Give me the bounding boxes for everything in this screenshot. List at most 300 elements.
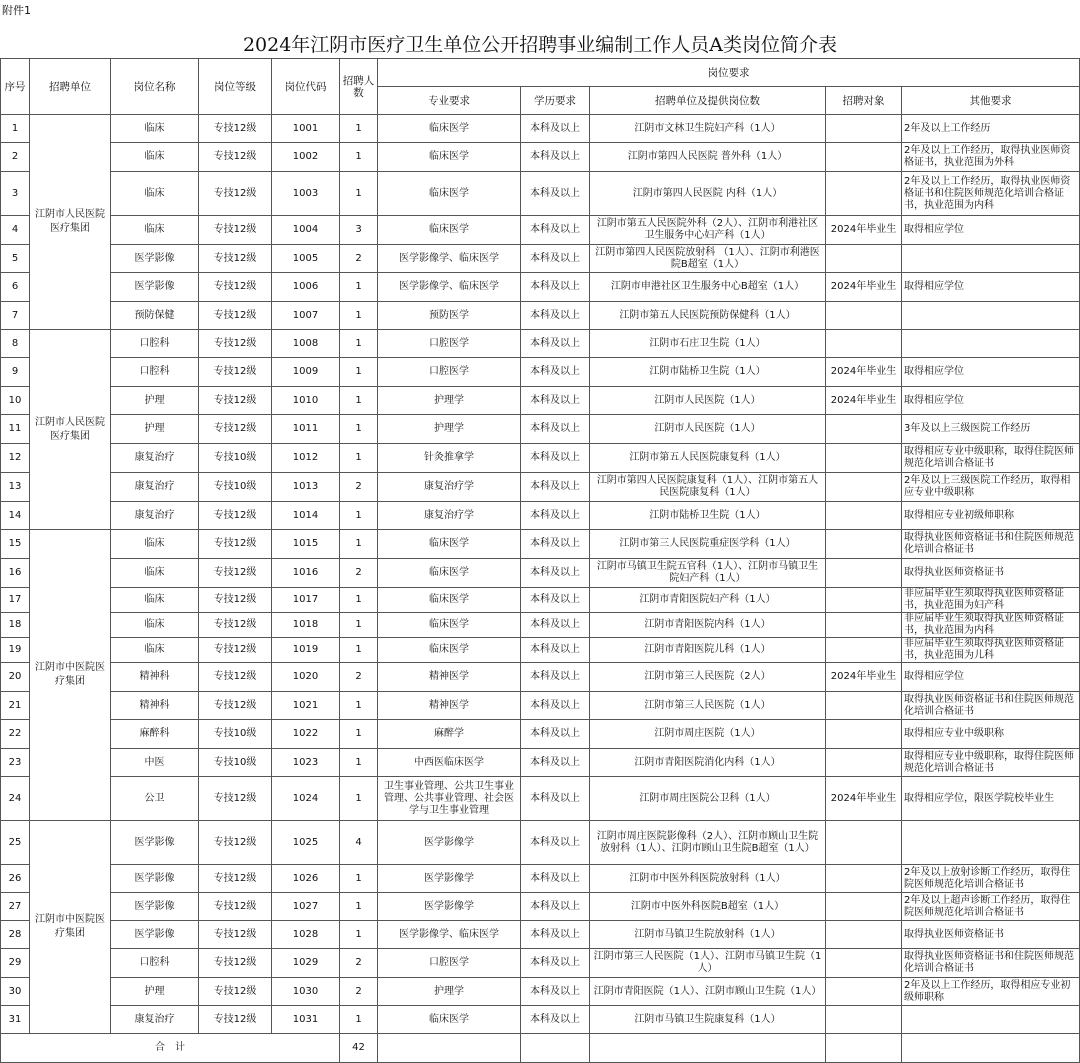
cell-other: 取得相应学位	[902, 273, 1080, 302]
cell-education: 本科及以上	[521, 415, 590, 444]
cell-target: 2024年毕业生	[826, 663, 902, 692]
table-row	[1, 387, 1080, 415]
cell-seq: 26	[1, 865, 30, 893]
cell-code: 1019	[272, 638, 340, 663]
table-row	[1, 777, 1080, 821]
cell-other: 非应届毕业生须取得执业医师资格证书，执业范围为妇产科	[902, 588, 1080, 613]
cell-education: 本科及以上	[521, 302, 590, 330]
cell-target: 2024年毕业生	[826, 358, 902, 387]
cell-major: 医学影像学	[378, 893, 521, 921]
cell-code: 1024	[272, 777, 340, 821]
cell-code: 1017	[272, 588, 340, 613]
cell-other: 取得相应专业初级师职称	[902, 502, 1080, 530]
cell-education: 本科及以上	[521, 692, 590, 720]
cell-post-name: 临床	[111, 530, 199, 559]
cell-major: 临床医学	[378, 1006, 521, 1034]
cell-other: 2年及以上超声诊断工作经历，取得住院医师规范化培训合格证书	[902, 893, 1080, 921]
cell-major: 临床医学	[378, 143, 521, 172]
cell-code: 1001	[272, 115, 340, 143]
cell-count: 1	[340, 530, 378, 559]
cell-level: 专技12级	[199, 559, 272, 588]
cell-target: 2024年毕业生	[826, 387, 902, 415]
cell-level: 专技12级	[199, 245, 272, 273]
cell-level: 专技12级	[199, 330, 272, 358]
cell-code: 1007	[272, 302, 340, 330]
cell-major: 康复治疗学	[378, 502, 521, 530]
cell-unit: 江阴市人民医院医疗集团	[30, 115, 111, 330]
cell-code: 1002	[272, 143, 340, 172]
table-row	[1, 1006, 1080, 1034]
total-label: 合 计	[1, 1034, 340, 1063]
cell-other: 2年及以上放射诊断工作经历，取得住院医师规范化培训合格证书	[902, 865, 1080, 893]
cell-major: 口腔医学	[378, 358, 521, 387]
cell-unit-post: 江阴市文林卫生院妇产科（1人）	[590, 115, 826, 143]
cell-count: 1	[340, 444, 378, 473]
cell-education: 本科及以上	[521, 444, 590, 473]
table-row	[1, 638, 1080, 663]
cell-target	[826, 949, 902, 978]
annex-label: 附件1	[2, 4, 31, 17]
cell-seq: 18	[1, 613, 30, 638]
header-other: 其他要求	[902, 87, 1080, 115]
cell-count: 1	[340, 720, 378, 749]
cell-count: 2	[340, 978, 378, 1006]
cell-target	[826, 559, 902, 588]
table-row	[1, 692, 1080, 720]
cell-unit-post: 江阴市马镇卫生院康复科（1人）	[590, 1006, 826, 1034]
cell-unit: 江阴市中医院医疗集团	[30, 821, 111, 1034]
cell-other: 取得相应学位，限医学院校毕业生	[902, 777, 1080, 821]
cell-education: 本科及以上	[521, 821, 590, 865]
cell-education: 本科及以上	[521, 559, 590, 588]
cell-other: 2年及以上工作经历，取得执业医师资格证书，执业范围为外科	[902, 143, 1080, 172]
cell-code: 1025	[272, 821, 340, 865]
cell-other: 取得相应学位	[902, 663, 1080, 692]
table-row	[1, 502, 1080, 530]
cell-major: 中西医临床医学	[378, 749, 521, 777]
total-empty-cell	[590, 1034, 826, 1063]
cell-major: 临床医学	[378, 530, 521, 559]
table-row	[1, 415, 1080, 444]
cell-count: 1	[340, 1006, 378, 1034]
cell-unit-post: 江阴市第四人民医院 内科（1人）	[590, 172, 826, 216]
cell-code: 1005	[272, 245, 340, 273]
total-empty-cell	[521, 1034, 590, 1063]
cell-target	[826, 692, 902, 720]
cell-code: 1020	[272, 663, 340, 692]
cell-post-name: 护理	[111, 415, 199, 444]
cell-seq: 27	[1, 893, 30, 921]
cell-unit-post: 江阴市第五人民医院康复科（1人）	[590, 444, 826, 473]
cell-level: 专技12级	[199, 387, 272, 415]
cell-unit-post: 江阴市马镇卫生院五官科（1人）、江阴市马镇卫生院妇产科（1人）	[590, 559, 826, 588]
cell-major: 医学影像学、临床医学	[378, 245, 521, 273]
cell-post-name: 精神科	[111, 663, 199, 692]
cell-unit-post: 江阴市周庄医院公卫科（1人）	[590, 777, 826, 821]
cell-code: 1004	[272, 216, 340, 245]
cell-seq: 3	[1, 172, 30, 216]
cell-target	[826, 821, 902, 865]
cell-post-name: 临床	[111, 638, 199, 663]
cell-target	[826, 302, 902, 330]
cell-unit-post: 江阴市第五人民医院外科（2人）、江阴市利港社区卫生服务中心妇产科（1人）	[590, 216, 826, 245]
cell-code: 1028	[272, 921, 340, 949]
cell-code: 1015	[272, 530, 340, 559]
cell-other: 取得执业医师资格证书和住院医师规范化培训合格证书	[902, 949, 1080, 978]
cell-unit-post: 江阴市人民医院（1人）	[590, 415, 826, 444]
cell-seq: 21	[1, 692, 30, 720]
cell-post-name: 预防保健	[111, 302, 199, 330]
cell-post-name: 临床	[111, 115, 199, 143]
table-row	[1, 921, 1080, 949]
cell-count: 1	[340, 865, 378, 893]
header-requirements: 岗位要求	[378, 59, 1080, 87]
cell-target	[826, 921, 902, 949]
cell-unit-post: 江阴市中医外科医院放射科（1人）	[590, 865, 826, 893]
cell-education: 本科及以上	[521, 387, 590, 415]
cell-other: 非应届毕业生须取得执业医师资格证书，执业范围为儿科	[902, 638, 1080, 663]
cell-seq: 5	[1, 245, 30, 273]
cell-education: 本科及以上	[521, 638, 590, 663]
cell-unit-post: 江阴市马镇卫生院放射科（1人）	[590, 921, 826, 949]
table-row	[1, 559, 1080, 588]
cell-major: 医学影像学、临床医学	[378, 273, 521, 302]
cell-code: 1012	[272, 444, 340, 473]
cell-level: 专技12级	[199, 613, 272, 638]
cell-level: 专技12级	[199, 172, 272, 216]
cell-level: 专技12级	[199, 893, 272, 921]
cell-seq: 19	[1, 638, 30, 663]
cell-unit-post: 江阴市第三人民医院重症医学科（1人）	[590, 530, 826, 559]
cell-count: 1	[340, 387, 378, 415]
cell-count: 2	[340, 559, 378, 588]
cell-major: 临床医学	[378, 559, 521, 588]
cell-level: 专技10级	[199, 473, 272, 502]
cell-education: 本科及以上	[521, 330, 590, 358]
cell-other: 取得相应学位	[902, 358, 1080, 387]
cell-post-name: 医学影像	[111, 821, 199, 865]
cell-level: 专技12级	[199, 415, 272, 444]
cell-target	[826, 978, 902, 1006]
cell-count: 1	[340, 749, 378, 777]
table-row	[1, 893, 1080, 921]
cell-count: 1	[340, 115, 378, 143]
cell-unit-post: 江阴市周庄医院（1人）	[590, 720, 826, 749]
cell-major: 护理学	[378, 415, 521, 444]
cell-unit-post: 江阴市石庄卫生院（1人）	[590, 330, 826, 358]
cell-code: 1029	[272, 949, 340, 978]
cell-seq: 1	[1, 115, 30, 143]
cell-unit-post: 江阴市中医外科医院B超室（1人）	[590, 893, 826, 921]
cell-education: 本科及以上	[521, 473, 590, 502]
table-row	[1, 720, 1080, 749]
cell-post-name: 医学影像	[111, 865, 199, 893]
cell-education: 本科及以上	[521, 245, 590, 273]
cell-other: 取得执业医师资格证书和住院医师规范化培训合格证书	[902, 530, 1080, 559]
cell-code: 1030	[272, 978, 340, 1006]
cell-code: 1018	[272, 613, 340, 638]
cell-count: 1	[340, 502, 378, 530]
cell-other: 取得相应专业中级职称，取得住院医师规范化培训合格证书	[902, 749, 1080, 777]
cell-level: 专技12级	[199, 273, 272, 302]
cell-level: 专技12级	[199, 530, 272, 559]
table-row	[1, 749, 1080, 777]
cell-target	[826, 530, 902, 559]
header-count: 招聘人数	[340, 59, 378, 115]
cell-seq: 2	[1, 143, 30, 172]
cell-major: 临床医学	[378, 172, 521, 216]
cell-unit-post: 江阴市第四人民医院 普外科（1人）	[590, 143, 826, 172]
cell-target	[826, 613, 902, 638]
cell-unit: 江阴市中医院医疗集团	[30, 530, 111, 821]
table-row	[1, 865, 1080, 893]
cell-count: 1	[340, 893, 378, 921]
table-row	[1, 949, 1080, 978]
cell-code: 1003	[272, 172, 340, 216]
cell-target	[826, 245, 902, 273]
cell-other	[902, 821, 1080, 865]
cell-code: 1026	[272, 865, 340, 893]
cell-post-name: 康复治疗	[111, 502, 199, 530]
cell-other	[902, 330, 1080, 358]
cell-education: 本科及以上	[521, 777, 590, 821]
cell-level: 专技12级	[199, 638, 272, 663]
cell-count: 2	[340, 663, 378, 692]
cell-level: 专技12级	[199, 502, 272, 530]
cell-code: 1011	[272, 415, 340, 444]
cell-major: 卫生事业管理、公共卫生事业管理、公共事业管理、社会医学与卫生事业管理	[378, 777, 521, 821]
cell-other: 取得相应学位	[902, 387, 1080, 415]
cell-education: 本科及以上	[521, 893, 590, 921]
cell-unit-post: 江阴市青阳医院（1人）、江阴市顾山卫生院（1人）	[590, 978, 826, 1006]
header-unit-post: 招聘单位及提供岗位数	[590, 87, 826, 115]
cell-education: 本科及以上	[521, 273, 590, 302]
cell-seq: 17	[1, 588, 30, 613]
cell-count: 1	[340, 692, 378, 720]
cell-target: 2024年毕业生	[826, 216, 902, 245]
cell-code: 1014	[272, 502, 340, 530]
cell-seq: 8	[1, 330, 30, 358]
cell-other: 取得相应专业中级职称	[902, 720, 1080, 749]
cell-other	[902, 245, 1080, 273]
cell-major: 精神医学	[378, 692, 521, 720]
header-code: 岗位代码	[272, 59, 340, 115]
cell-post-name: 临床	[111, 559, 199, 588]
cell-post-name: 康复治疗	[111, 444, 199, 473]
cell-other: 取得执业医师资格证书	[902, 559, 1080, 588]
cell-seq: 25	[1, 821, 30, 865]
cell-other: 取得执业医师资格证书	[902, 921, 1080, 949]
cell-post-name: 护理	[111, 387, 199, 415]
cell-unit-post: 江阴市人民医院（1人）	[590, 387, 826, 415]
cell-target	[826, 749, 902, 777]
cell-post-name: 临床	[111, 613, 199, 638]
table-row	[1, 216, 1080, 245]
positions-table	[0, 58, 1080, 1063]
cell-count: 1	[340, 588, 378, 613]
cell-major: 康复治疗学	[378, 473, 521, 502]
cell-level: 专技12级	[199, 821, 272, 865]
cell-level: 专技12级	[199, 115, 272, 143]
cell-level: 专技12级	[199, 358, 272, 387]
cell-level: 专技12级	[199, 921, 272, 949]
header-target: 招聘对象	[826, 87, 902, 115]
cell-target: 2024年毕业生	[826, 777, 902, 821]
cell-unit-post: 江阴市青阳医院妇产科（1人）	[590, 588, 826, 613]
cell-major: 护理学	[378, 978, 521, 1006]
table-row	[1, 245, 1080, 273]
cell-post-name: 口腔科	[111, 358, 199, 387]
cell-level: 专技12级	[199, 143, 272, 172]
cell-target	[826, 865, 902, 893]
cell-target	[826, 330, 902, 358]
cell-seq: 7	[1, 302, 30, 330]
cell-education: 本科及以上	[521, 613, 590, 638]
cell-major: 针灸推拿学	[378, 444, 521, 473]
table-row	[1, 530, 1080, 559]
table-row	[1, 358, 1080, 387]
cell-post-name: 康复治疗	[111, 473, 199, 502]
cell-major: 护理学	[378, 387, 521, 415]
header-level: 岗位等级	[199, 59, 272, 115]
table-body	[1, 115, 1080, 1063]
cell-count: 2	[340, 949, 378, 978]
cell-major: 口腔医学	[378, 330, 521, 358]
cell-education: 本科及以上	[521, 978, 590, 1006]
cell-post-name: 口腔科	[111, 330, 199, 358]
cell-count: 4	[340, 821, 378, 865]
cell-education: 本科及以上	[521, 530, 590, 559]
cell-count: 1	[340, 273, 378, 302]
cell-unit-post: 江阴市青阳医院内科（1人）	[590, 613, 826, 638]
cell-target	[826, 638, 902, 663]
table-row	[1, 663, 1080, 692]
cell-post-name: 精神科	[111, 692, 199, 720]
cell-target	[826, 588, 902, 613]
cell-count: 2	[340, 245, 378, 273]
cell-unit-post: 江阴市陆桥卫生院（1人）	[590, 502, 826, 530]
cell-level: 专技12级	[199, 978, 272, 1006]
cell-post-name: 临床	[111, 143, 199, 172]
table-row	[1, 330, 1080, 358]
cell-major: 临床医学	[378, 588, 521, 613]
cell-other	[902, 302, 1080, 330]
cell-level: 专技12级	[199, 588, 272, 613]
cell-level: 专技12级	[199, 777, 272, 821]
cell-unit-post: 江阴市周庄医院影像科（2人）、江阴市顾山卫生院放射科（1人）、江阴市顾山卫生院B超室（1人）	[590, 821, 826, 865]
cell-code: 1031	[272, 1006, 340, 1034]
cell-major: 临床医学	[378, 115, 521, 143]
cell-count: 1	[340, 330, 378, 358]
table-row	[1, 172, 1080, 216]
cell-education: 本科及以上	[521, 921, 590, 949]
cell-education: 本科及以上	[521, 172, 590, 216]
page-title: 2024年江阴市医疗卫生单位公开招聘事业编制工作人员A类岗位简介表	[242, 34, 838, 56]
cell-post-name: 临床	[111, 172, 199, 216]
cell-level: 专技12级	[199, 949, 272, 978]
cell-unit-post: 江阴市第五人民医院预防保健科（1人）	[590, 302, 826, 330]
cell-post-name: 临床	[111, 588, 199, 613]
cell-other: 2年及以上工作经历	[902, 115, 1080, 143]
cell-unit-post: 江阴市第四人民医院康复科（1人）、江阴市第五人民医院康复科（1人）	[590, 473, 826, 502]
cell-education: 本科及以上	[521, 949, 590, 978]
cell-code: 1016	[272, 559, 340, 588]
cell-count: 1	[340, 638, 378, 663]
table-row	[1, 978, 1080, 1006]
cell-target	[826, 415, 902, 444]
cell-seq: 10	[1, 387, 30, 415]
cell-seq: 29	[1, 949, 30, 978]
cell-unit-post: 江阴市青阳医院儿科（1人）	[590, 638, 826, 663]
table-row	[1, 613, 1080, 638]
cell-count: 1	[340, 172, 378, 216]
header-unit: 招聘单位	[30, 59, 111, 115]
cell-seq: 16	[1, 559, 30, 588]
cell-education: 本科及以上	[521, 588, 590, 613]
cell-seq: 14	[1, 502, 30, 530]
cell-post-name: 口腔科	[111, 949, 199, 978]
cell-code: 1006	[272, 273, 340, 302]
cell-education: 本科及以上	[521, 216, 590, 245]
cell-count: 1	[340, 358, 378, 387]
cell-other: 取得相应学位	[902, 216, 1080, 245]
cell-count: 1	[340, 777, 378, 821]
table-row	[1, 302, 1080, 330]
cell-level: 专技12级	[199, 865, 272, 893]
cell-seq: 24	[1, 777, 30, 821]
cell-major: 临床医学	[378, 216, 521, 245]
cell-major: 口腔医学	[378, 949, 521, 978]
cell-seq: 30	[1, 978, 30, 1006]
cell-level: 专技10级	[199, 749, 272, 777]
table-row	[1, 588, 1080, 613]
cell-target	[826, 1006, 902, 1034]
cell-seq: 15	[1, 530, 30, 559]
table-row	[1, 115, 1080, 143]
table-row	[1, 821, 1080, 865]
total-empty-cell	[378, 1034, 521, 1063]
header-post-name: 岗位名称	[111, 59, 199, 115]
cell-code: 1008	[272, 330, 340, 358]
table-row	[1, 444, 1080, 473]
cell-education: 本科及以上	[521, 143, 590, 172]
cell-level: 专技10级	[199, 720, 272, 749]
cell-post-name: 医学影像	[111, 921, 199, 949]
cell-post-name: 康复治疗	[111, 1006, 199, 1034]
cell-code: 1023	[272, 749, 340, 777]
cell-education: 本科及以上	[521, 502, 590, 530]
cell-target	[826, 720, 902, 749]
cell-target	[826, 502, 902, 530]
cell-major: 精神医学	[378, 663, 521, 692]
total-row	[1, 1034, 1080, 1063]
header-seq: 序号	[1, 59, 30, 115]
cell-seq: 20	[1, 663, 30, 692]
header-major: 专业要求	[378, 87, 521, 115]
cell-education: 本科及以上	[521, 720, 590, 749]
cell-education: 本科及以上	[521, 663, 590, 692]
cell-other: 3年及以上三级医院工作经历	[902, 415, 1080, 444]
cell-unit-post: 江阴市第三人民医院（1人）、江阴市马镇卫生院（1人）	[590, 949, 826, 978]
cell-major: 临床医学	[378, 613, 521, 638]
cell-unit-post: 江阴市第三人民医院（1人）	[590, 692, 826, 720]
total-empty-cell	[826, 1034, 902, 1063]
cell-unit-post: 江阴市青阳医院消化内科（1人）	[590, 749, 826, 777]
cell-unit: 江阴市人民医院医疗集团	[30, 330, 111, 530]
cell-target	[826, 172, 902, 216]
cell-level: 专技12级	[199, 1006, 272, 1034]
total-count: 42	[340, 1034, 378, 1063]
